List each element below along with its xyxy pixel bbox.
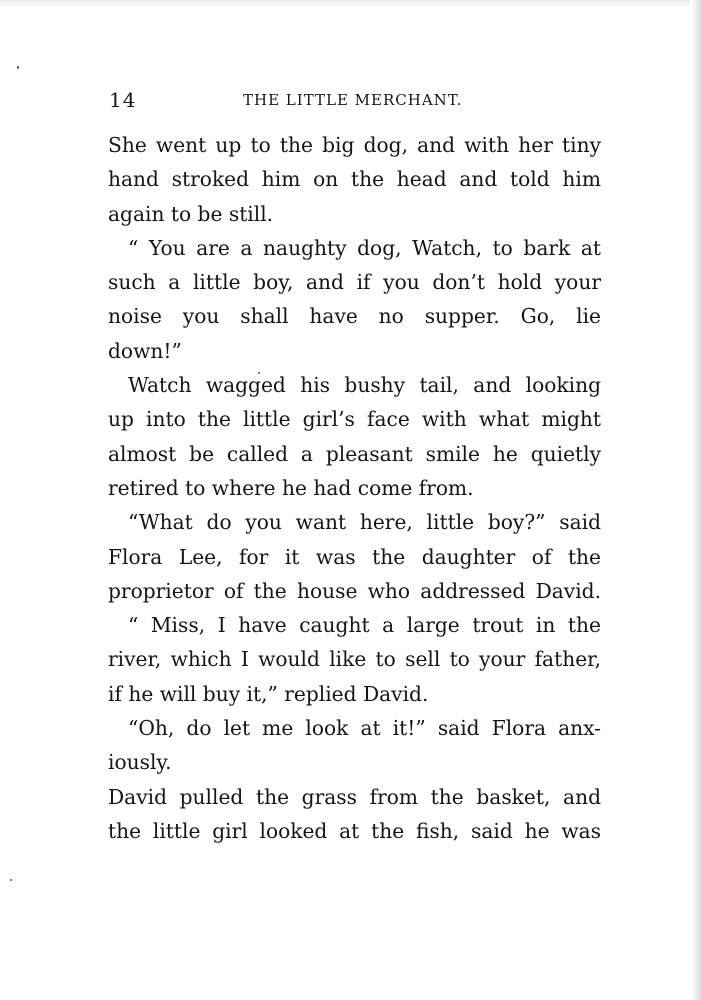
text-line: She went up to the big dog, and with her tiny [108, 133, 601, 157]
text-line: almost be called a pleasant smile he quietly [108, 441, 601, 466]
text-line: such a little boy, and if you don’t hold your [108, 270, 601, 295]
text-line: river, which I would like to sell to your father, [108, 647, 601, 672]
page-speck [17, 66, 19, 69]
text-line: again to be still. [108, 201, 274, 226]
text-line: David pulled the grass from the basket, and [108, 784, 601, 809]
text-line: “Oh, do let me look at it!” said Flora anx- [128, 716, 601, 741]
page-speck [10, 879, 12, 881]
page-header [109, 88, 599, 114]
page-top-shadow [0, 0, 702, 8]
text-line: “ You are a naughty dog, Watch, to bark at [128, 235, 601, 260]
text-line: Flora Lee, for it was the daughter of the [108, 544, 601, 569]
text-line: hand stroked him on the head and told him [108, 167, 601, 192]
text-line: noise you shall have no supper. Go, lie [108, 304, 601, 329]
running-head: THE LITTLE MERCHANT. [243, 91, 463, 109]
page-edge [690, 0, 702, 1000]
text-line: proprietor of the house who addressed David. [108, 578, 601, 603]
text-line: if he will buy it,” replied David. [108, 681, 429, 706]
text-line: Watch wagged his bushy tail, and looking [128, 373, 601, 398]
text-line: the little girl looked at the fish, said he was [108, 818, 601, 843]
text-line: “ Miss, I have caught a large trout in the [128, 613, 601, 638]
body-text [108, 128, 601, 848]
text-line: down!” [108, 338, 182, 363]
text-line: up into the little girl’s face with what might [108, 407, 601, 432]
text-line: retired to where he had come from. [108, 475, 474, 500]
page-number: 14 [109, 88, 137, 112]
text-line: iously. [108, 750, 172, 775]
text-line: “What do you want here, little boy?” said [128, 510, 601, 535]
